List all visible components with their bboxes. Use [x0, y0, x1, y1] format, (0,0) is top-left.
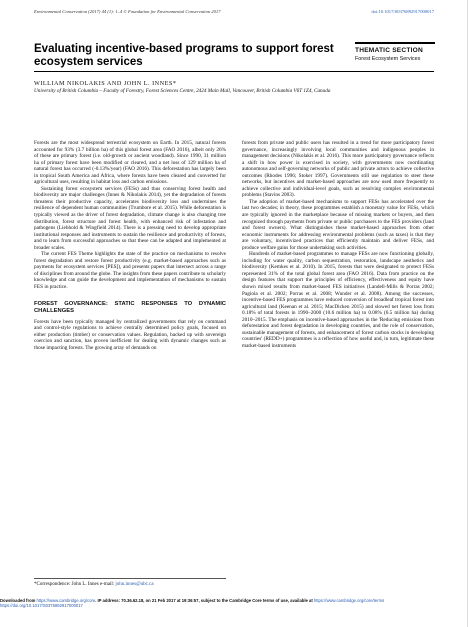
left-column [34, 140, 226, 351]
section-heading: FOREST GOVERNANCE: STATIC RESPONSES TO DYNAMIC CHALLENGES [34, 300, 226, 314]
doi-link[interactable]: doi:10.1017/S0376892917000017 [371, 9, 434, 14]
paragraph: The current FES Theme highlights the state of the practice on mechanisms to resolve forest degradation and restore forest productivity (e.g. market-based approaches such as payments for ecosystem services [PES]), and presents papers that intersect across a range of disciplines from around the globe. The insights from these papers contribute to scholarly knowledge and can guide the development and implementation of mechanisms to sustain FES in practice. [34, 251, 226, 291]
correspondence-footnote [34, 578, 226, 587]
right-column [242, 140, 434, 350]
paragraph: Sustaining forest ecosystem services (FESs) and thus conserving forest health and biodiversity are major challenges (Innes & Nikolakis 2014), yet the degradation of forests threatens their productive capacity, accelerates biodiversity loss and undermines the resilience of dependent human communities (Trumbore et al. 2015). While deforestation is typically viewed as the driver of forest degradation, climate change is also changing tree distribution, forest structure and forest health, with enhanced risk of infestation and pathogens (Liebhold & Wingfield 2014). There is a pressing need to develop appropriate institutional responses and instruments to sustain the resilience and productivity of forests, and to learn from successful approaches so that these can be adapted and implemented at broader scales. [34, 185, 226, 251]
authors: WILLIAM NIKOLAKIS AND JOHN L. INNES* [34, 80, 177, 87]
email-link[interactable]: john.innes@ubc.ca [115, 582, 154, 587]
download-notice [0, 598, 468, 608]
paragraph: Forests have been typically managed by centralized governments that rely on command and control-style regulations to achieve centrally determined policy goals, focused on either production (timber) or conservation values. Regulation, backed up with sovereign coercion and sanction, has proven inefficient for dealing with dynamic changes such as those impacting forests. The growing array of demands on [34, 318, 226, 351]
doi-url-link[interactable]: https://doi.org/10.1017/S0376892917000017 [0, 603, 83, 609]
running-head [34, 9, 434, 14]
thematic-subheading: Forest Ecosystem Services [355, 56, 421, 62]
core-link[interactable]: https://www.cambridge.org/core [36, 598, 96, 603]
terms-link[interactable]: https://www.cambridge.org/core/terms [313, 598, 385, 603]
paragraph: forests from private and public users has resulted in a trend for more participatory forest governance, increasingly involving local communities and indigenous peoples in management decisions (Nikolakis et al. 2016). This more participatory governance reflects a shift in how power is exercised in society, with governments now coordinating autonomous and self-governing networks of public and private actors to achieve collective outcomes (Rhodes 1996; Stoker 1997). Governments still use regulation to steer these networks, but incentives and market-based approaches are now used more frequently to achieve collective and individual-level goals, such as resolving complex environmental problems (Stavins 2003). [242, 140, 434, 199]
download-middle: . IP address: 70.36.62.18, on 21 Feb 2017 at 19:36:57, subject to the Cambridge Core terms of use, available at [95, 598, 314, 603]
thematic-section-box [355, 42, 435, 62]
affiliation: University of British Columbia – Faculty of Forestry, Forest Sciences Centre, 2424 Main Mall, Vancouver, British Columbia V6T 1Z4, Canada [34, 88, 331, 94]
journal-citation: Environmental Conservation (2017) 44 (1): 1–4 © Foundation for Environmental Conservation 2017 [34, 9, 221, 14]
title-rule [34, 71, 434, 72]
paragraph: The adoption of market-based mechanisms to support FESs has accelerated over the last two decades; in theory, these programmes establish a monetary value for FESs, which are typically ignored in the marketplace because of missing markets or buyers, and then recognized through payments from private or public purchasers to the FES providers (land and forest owners). What distinguishes these market-based approaches from other economic instruments for addressing environmental problems (such as taxes) is that they are voluntary, incentivized practices that efficiently maintain and deliver FESs, and produce welfare gains for those undertaking such activities. [242, 198, 434, 251]
paragraph: Forests are the most widespread terrestrial ecosystem on Earth. In 2015, natural forests accounted for 93% (3.7 billion ha) of this global forest area (FAO 2016), albeit only 26% of these are primary forest (i.e. old-growth or ancient woodland). Since 1990, 31 million ha of primary forest have been modified or cleared, and a net loss of 129 million ha of natural forest has occurred (-0.13%/year) (FAO 2016). This deforestation has largely been in tropical South America and Africa, where forests have been cleared and converted for agricultural uses, resulting in habitat loss and carbon emissions. [34, 140, 226, 186]
download-prefix: Downloaded from [0, 598, 37, 603]
thematic-heading: THEMATIC SECTION [355, 47, 423, 54]
article-title: Evaluating incentive-based programs to support forest ecosystem services [34, 43, 334, 68]
paragraph: Hundreds of market-based programmes to manage FESs are now functioning globally, including for water quality, carbon sequestration, restoration, landscape aesthetics and biodiversity (Kemkes et al. 2010). In 2015, forests that were designated to protect FESs represented 31% of the total global forest area (FAO 2016). Data from practice on the design features that support the principles of efficiency, effectiveness and equity have shown mixed results from market-based FES initiatives (Landell-Mills & Porras 2002; Pagiola et al. 2002; Porras et al. 2008; Wunder et al. 2008). Among the successes, incentive-based FES programmes have reduced conversion of broadleaf tropical forest into agricultural land (Keenan et al. 2015; MacDicken 2015) and slowed net forest loss from 0.18% of total forests in 1990–2000 (10.6 million ha) to 0.08% (6.5 million ha) during 2010–2015. The emphasis on incentive-based approaches in the 'Reducing emissions from deforestation and forest degradation in developing countries, and the role of conservation, sustainable management of forests, and enhancement of forest carbon stocks in developing countries' (REDD+) programmes is a reflection of how useful and, in turn, legitimate these market-based instruments [242, 251, 434, 349]
footnote-label: *Correspondence: John L. Innes e-mail: [34, 582, 116, 587]
